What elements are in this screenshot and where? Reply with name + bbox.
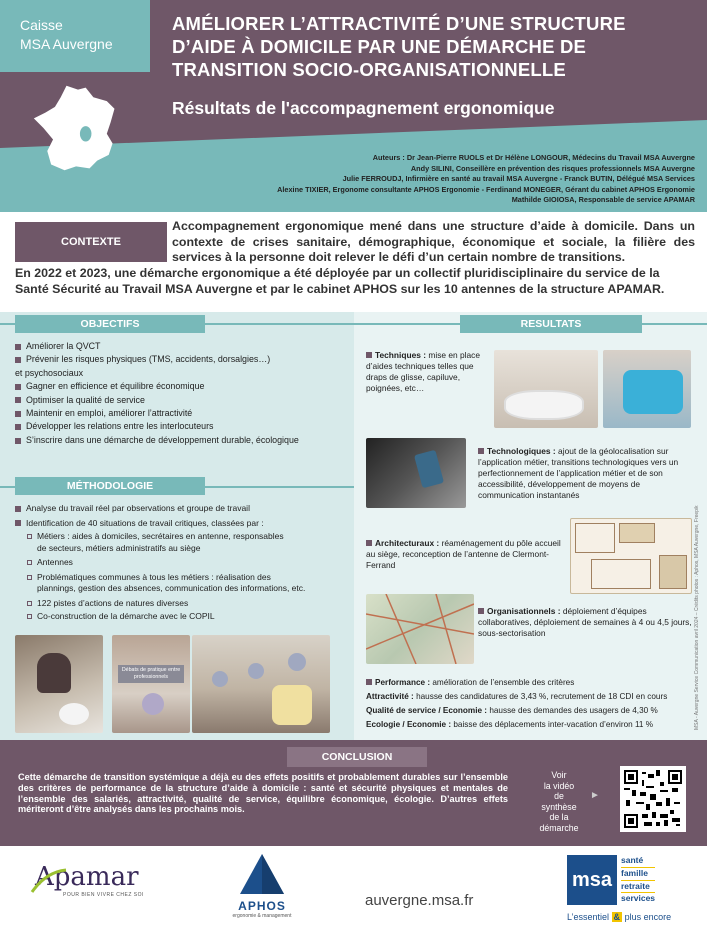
list-item: Gagner en efficience et équilibre économique [15, 380, 350, 393]
list-item: Métiers : aides à domiciles, secrétaires en antenne, responsables [15, 531, 350, 543]
contexte-text: Accompagnement ergonomique mené dans une structure d’aide à domicile. Dans un contexte de crises sanitaire, démographique, économique et sociale, la filière des services à la personne doit relever le défi d’un certain nombre de transitions. [172, 219, 695, 264]
msa-logo [567, 855, 671, 922]
map-roads-icon [366, 594, 474, 664]
objectifs-list [15, 340, 350, 447]
aphos-logo-name: APHOS [238, 899, 286, 913]
conclusion-text: Cette démarche de transition systémique a déjà eu des effets positifs et probablement durables sur l’ensemble des critères de performance de la structure d’aide à domicile : santé et sécurité physiques et mentales de l’ensemble des salariés, attractivité, qualité de service, équilibre économique, écologie. D’autres effets mériteront d’être analysés dans les prochains mois. [18, 772, 508, 815]
aphos-tagline: ergonomie & management [232, 913, 292, 919]
authors-block: Auteurs : Dr Jean-Pierre RUOLS et Dr Hélène LONGOUR, Médecins du Travail MSA Auvergne Andy SILINI, Conseillère en prévention des risques professionnels MSA Auvergne Julie FERROUDJ, Infirmière en santé au travail MSA Auvergne - Franck BUTIN, Délégué MSA Services Alexine TIXIER, Ergonome consultante APHOS Ergonomie - Ferdinand MONEGER, Gérant du cabinet APHOS Ergonomie Mathilde GIOIOSA, Responsable de service APAMAR [277, 153, 695, 205]
list-item: Identification de 40 situations de travail critiques, classées par : [15, 518, 350, 530]
msa-taglines: santé famille retraite services [621, 855, 656, 904]
list-item: Co-construction de la démarche avec le COPIL [15, 611, 350, 623]
capiluve-shape [504, 390, 584, 420]
msa-url-link[interactable]: auvergne.msa.fr [365, 892, 474, 909]
list-item: Améliorer la QVCT [15, 340, 350, 353]
photo-meeting-1 [112, 635, 190, 733]
techniques-text: Techniques : mise en place d’aides techniques telles que draps de glisse, capiluve, poignées, etc… [366, 350, 481, 393]
list-item: et psychosociaux [15, 367, 84, 378]
list-item: 122 pistes d’actions de natures diverses [15, 598, 350, 610]
photo-meeting-2 [192, 635, 330, 733]
page-title: AMÉLIORER L’ATTRACTIVITÉ D’UNE STRUCTURE D’AIDE À DOMICILE PAR UNE DÉMARCHE DE TRANSITION SOCIO-ORGANISATIONNELLE [172, 13, 626, 80]
apamar-swoosh-icon [30, 866, 70, 896]
video-link-text[interactable]: Voir la vidéo de synthèse de la démarche [539, 770, 579, 833]
photo-map [366, 594, 474, 664]
aphos-triangle-icon [240, 854, 284, 894]
aphos-logo [220, 854, 304, 919]
list-item: Maintenir en emploi, améliorer l’attractivité [15, 407, 350, 420]
objectifs-badge: OBJECTIFS [15, 315, 205, 333]
phone-shape [414, 450, 444, 489]
msa-logo-mark: msa [567, 855, 617, 905]
person-shape [272, 685, 312, 725]
person-shape [212, 671, 228, 687]
arrow-right-icon: ► [590, 790, 600, 801]
page-subtitle: Résultats de l'accompagnement ergonomique [172, 98, 555, 118]
qr-pattern-icon [624, 770, 682, 828]
list-item: Optimiser la qualité de service [15, 394, 350, 407]
technologiques-text: Technologiques : ajout de la géolocalisation sur l’application métier, transitions technologiques vers un perfectionnement de l’application métier et de son accessibilité, développement de moyens de communication instantanés [478, 446, 679, 500]
sheet-shape [623, 370, 683, 414]
photo-caregiver [15, 635, 103, 733]
list-item: de secteurs, métiers administratifs au siège [37, 542, 201, 553]
person-shape [248, 663, 264, 679]
list-item: Antennes [15, 557, 350, 569]
photo-caption: Débats de pratique entre professionnels [118, 665, 184, 683]
toilet-shape [59, 703, 89, 725]
caisse-label: Caisse MSA Auvergne [0, 0, 150, 72]
msa-slogan: L’essentiel & plus encore [567, 912, 672, 923]
list-item: Prévenir les risques physiques (TMS, accidents, dorsalgies…) [15, 353, 350, 366]
person-shape [37, 653, 71, 693]
architecturaux-text: Architecturaux : réaménagement du pôle accueil au siège, reconception de l’antenne de Clermont-Ferrand [366, 538, 561, 570]
room-shape [659, 555, 687, 589]
list-item: Analyse du travail réel par observations et groupe de travail [15, 503, 350, 515]
list-item: S’inscrire dans une démarche de développement durable, écologique [15, 434, 350, 447]
methodologie-badge: MÉTHODOLOGIE [15, 477, 205, 495]
apamar-tagline: POUR BIEN VIVRE CHEZ SOI [63, 892, 144, 898]
methodologie-list [15, 503, 350, 623]
person-shape [142, 693, 164, 715]
france-map-icon [30, 80, 126, 176]
organisationnels-text: Organisationnels : déploiement d’équipes collaboratives, déploiement de semaines à 4 ou 4,5 jours, sous-sectorisation [478, 606, 692, 638]
photo-sliding-sheet [603, 350, 691, 428]
contexte-badge: CONTEXTE [15, 222, 167, 262]
credits-vertical: MSA - Auvergne Service Communication avril 2024 – Crédits photos : Aphos, MSA Auvergne, Freepik [694, 505, 700, 730]
person-shape [288, 653, 306, 671]
photo-capiluve [494, 350, 598, 428]
room-shape [575, 523, 615, 553]
performance-block: Performance : amélioration de l’ensemble des critères Attractivité : hausse des candidatures de 3,43 %, recrutement de 18 CDI en cours Qualité de service / Economie : hausse des demandes des usagers de 4,30 % Ecologie / Economie : baisse des déplacements inter-vacation d’environ 11 % [366, 678, 668, 729]
list-item: Problématiques communes à tous les métiers : réalisation des [15, 572, 350, 584]
list-item: Développer les relations entre les interlocuteurs [15, 420, 350, 433]
list-item: plannings, gestion des absences, communication des informations, etc. [37, 583, 306, 593]
resultats-badge: RESULTATS [460, 315, 642, 333]
conclusion-badge: CONCLUSION [287, 747, 427, 767]
qr-code-icon[interactable] [620, 766, 686, 832]
room-shape [591, 559, 651, 589]
room-shape [619, 523, 655, 543]
photo-floorplan [570, 518, 692, 594]
apamar-logo-name: Apamar [35, 862, 139, 892]
contexte-text-2: En 2022 et 2023, une démarche ergonomique a été déployée par un collectif pluridisciplinaire du service de la Santé Sécurité au Travail MSA Auvergne et par le cabinet APHOS sur les 10 antennes de la structure APAMAR. [15, 266, 665, 296]
photo-smartphone [366, 438, 466, 508]
